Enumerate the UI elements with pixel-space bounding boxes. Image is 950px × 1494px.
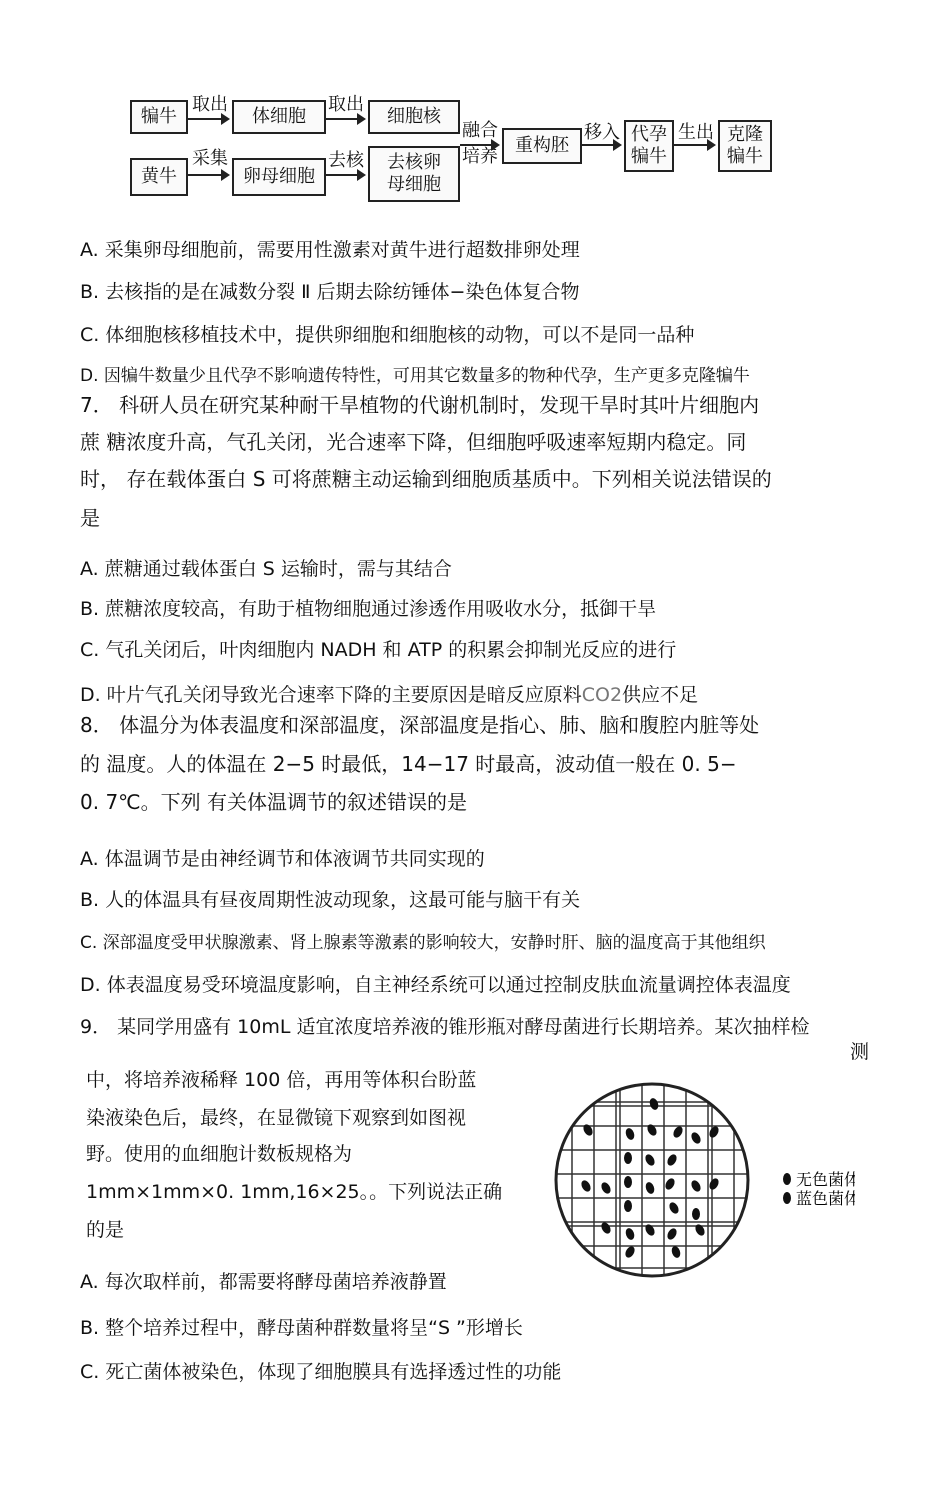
q7-option-d-co2: CO2 [581, 684, 623, 706]
q7-stem-line-1: 7． 科研人员在研究某种耐干旱植物的代谢机制时，发现干旱时其叶片细胞内 [80, 393, 760, 417]
q8-stem-line-3: 0. 7℃。下列 有关体温调节的叙述错误的是 [80, 790, 467, 814]
q7-option-d-text: D. 叶片气孔关闭导致光合速率下降的主要原因是暗反应原料 [80, 684, 582, 706]
flow-label-take-out-1: 取出 [192, 94, 228, 115]
flow-arrow [580, 144, 620, 146]
q6-option-a: A. 采集卵母细胞前，需要用性激素对黄牛进行超数排卵处理 [80, 239, 580, 261]
flow-label-collect: 采集 [192, 148, 228, 169]
flow-box-pian-cattle: 犏牛 [130, 100, 188, 134]
flow-arrow [188, 174, 228, 176]
flow-label-fusion: 融合 [462, 120, 498, 141]
q9-stem-line-4: 野。使用的血细胞计数板规格为 [86, 1143, 353, 1165]
q9-stem-line-6: 的是 [86, 1219, 125, 1241]
flow-box-surrogate: 代孕犏牛 [624, 120, 674, 172]
q9-stem-line-3: 染液染色后，最终，在显微镜下观察到如图视 [86, 1107, 467, 1129]
flow-box-enucleated-oocyte: 去核卵母细胞 [368, 146, 460, 202]
flow-box-yellow-cattle: 黄牛 [130, 158, 188, 196]
q9-option-c: C. 死亡菌体被染色，体现了细胞膜具有选择透过性的功能 [80, 1361, 562, 1383]
flow-box-reconstructed-embryo: 重构胚 [502, 128, 582, 164]
microscope-field-figure [550, 1068, 855, 1288]
flow-arrow [460, 144, 498, 146]
flow-arrow [188, 118, 228, 120]
legend-blue-marker [783, 1192, 791, 1204]
flow-arrow [674, 144, 714, 146]
q9-stem-line-2: 中，将培养液稀释 100 倍，再用等体积台盼蓝 [86, 1069, 477, 1091]
q7-stem-line-3: 时， 存在载体蛋白 S 可将蔗糖主动运输到细胞质基质中。下列相关说法错误的 [80, 467, 772, 491]
legend-colorless-marker [783, 1173, 791, 1185]
q7-stem-line-2: 蔗 糖浓度升高，气孔关闭，光合速率下降，但细胞呼吸速率短期内稳定。同 [80, 430, 747, 454]
flow-arrow [326, 174, 364, 176]
q9-stem-line-5: 1mm×1mm×0. 1mm,16×25。。下列说法正确 [86, 1181, 503, 1203]
q7-option-b: B. 蔗糖浓度较高，有助于植物细胞通过渗透作用吸收水分，抵御干旱 [80, 598, 657, 620]
flow-box-cloned-pian-cattle: 克隆犏牛 [718, 120, 772, 172]
flow-arrow [326, 118, 364, 120]
q7-stem-line-4: 是 [80, 506, 100, 530]
q8-option-a: A. 体温调节是由神经调节和体液调节共同实现的 [80, 848, 485, 870]
flow-box-nucleus: 细胞核 [368, 100, 460, 134]
flow-box-somatic-cell: 体细胞 [232, 100, 326, 134]
flow-label-culture: 培养 [462, 146, 498, 167]
q6-option-b: B. 去核指的是在减数分裂 Ⅱ 后期去除纺锤体−染色体复合物 [80, 281, 580, 303]
q7-option-c: C. 气孔关闭后，叶肉细胞内 NADH 和 ATP 的积累会抑制光反应的进行 [80, 639, 677, 661]
q7-option-d-tail: 供应不足 [622, 684, 699, 706]
flow-label-enucleate: 去核 [328, 150, 364, 171]
q7-option-d [80, 683, 698, 707]
legend-colorless-label: 无色菌体 [796, 1170, 855, 1189]
hemocytometer-grid-svg [550, 1068, 855, 1288]
q9-option-a: A. 每次取样前，都需要将酵母菌培养液静置 [80, 1271, 447, 1293]
flow-label-take-out-2: 取出 [328, 94, 364, 115]
flow-box-oocyte: 卵母细胞 [232, 158, 326, 196]
flow-label-born: 生出 [678, 122, 714, 143]
field-circle [556, 1084, 748, 1276]
cloning-flowchart [122, 94, 782, 210]
q8-option-b: B. 人的体温具有昼夜周期性波动现象，这最可能与脑干有关 [80, 889, 581, 911]
q8-option-c: C. 深部温度受甲状腺激素、肾上腺素等激素的影响较大，安静时肝、脑的温度高于其他组织 [80, 933, 766, 953]
q8-stem-line-2: 的 温度。人的体温在 2−5 时最低，14−17 时最高，波动值一般在 0. 5− [80, 752, 737, 776]
yeast-cells [580, 1097, 721, 1259]
legend-blue-label: 蓝色菌体 [796, 1189, 855, 1208]
q9-option-b: B. 整个培养过程中，酵母菌种群数量将呈“S ”形增长 [80, 1317, 523, 1339]
q9-stem-wrap: 测 [850, 1041, 870, 1063]
q6-option-c: C. 体细胞核移植技术中，提供卵细胞和细胞核的动物，可以不是同一品种 [80, 324, 695, 346]
q9-stem-line-1: 9． 某同学用盛有 10mL 适宜浓度培养液的锥形瓶对酵母菌进行长期培养。某次抽样检 [80, 1016, 810, 1038]
q7-option-a: A. 蔗糖通过载体蛋白 S 运输时，需与其结合 [80, 558, 452, 580]
q8-stem-line-1: 8． 体温分为体表温度和深部温度，深部温度是指心、肺、脑和腹腔内脏等处 [80, 713, 760, 737]
q8-option-d: D. 体表温度易受环境温度影响，自主神经系统可以通过控制皮肤血流量调控体表温度 [80, 974, 791, 996]
flow-label-transfer: 移入 [584, 122, 620, 143]
q6-option-d: D. 因犏牛数量少且代孕不影响遗传特性，可用其它数量多的物种代孕，生产更多克隆犏牛 [80, 366, 750, 386]
